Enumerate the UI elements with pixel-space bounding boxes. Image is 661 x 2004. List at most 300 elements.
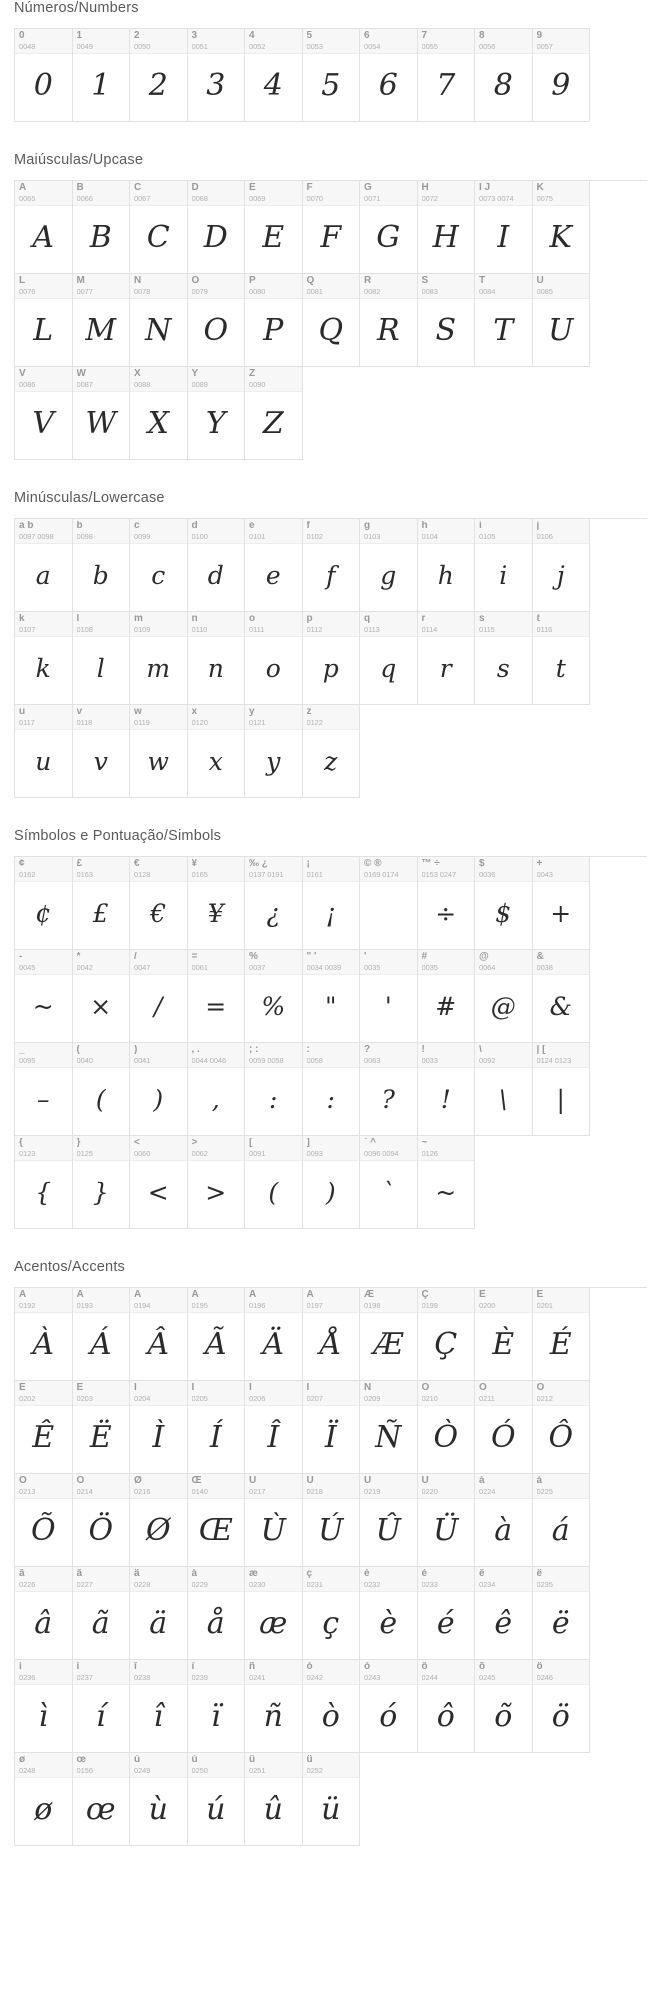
- glyph-section: [0, 152, 661, 460]
- glyph-cell[interactable]: [188, 1567, 246, 1660]
- glyph-preview: I: [497, 219, 510, 255]
- glyph-unicode-label: 0056: [479, 43, 496, 51]
- glyph-preview: ×: [90, 992, 112, 1021]
- glyph-cell[interactable]: [245, 1381, 303, 1474]
- glyph-cell[interactable]: [360, 857, 418, 950]
- glyph-unicode-label: 0193: [76, 1302, 93, 1310]
- glyph-cell-header: [188, 367, 245, 392]
- glyph-cell[interactable]: [360, 274, 418, 367]
- glyph-cell[interactable]: [130, 1753, 188, 1846]
- glyph-cell[interactable]: [130, 1567, 188, 1660]
- glyph-cell[interactable]: [188, 181, 246, 274]
- glyph-preview: Â: [147, 1326, 170, 1362]
- glyph-character-label: o: [249, 614, 256, 624]
- glyph-cell[interactable]: [245, 1567, 303, 1660]
- glyph-cell[interactable]: [188, 1136, 246, 1229]
- glyph-cell[interactable]: [475, 29, 533, 122]
- glyph-character-label: ‰ ¿: [249, 859, 268, 869]
- glyph-cell[interactable]: [245, 367, 303, 460]
- glyph-cell[interactable]: [533, 857, 591, 950]
- glyph-cell[interactable]: [188, 1474, 246, 1567]
- glyph-cell[interactable]: [303, 1567, 361, 1660]
- glyph-character-label: F: [306, 183, 313, 193]
- glyph-cell-header: [245, 519, 302, 544]
- glyph-cell[interactable]: [303, 1288, 361, 1381]
- glyph-cell[interactable]: [15, 1381, 73, 1474]
- glyph-preview: ': [384, 992, 392, 1021]
- glyph-preview: –: [37, 1085, 50, 1114]
- glyph-cell-header: [245, 1753, 302, 1778]
- glyph-cell[interactable]: [188, 367, 246, 460]
- glyph-cell[interactable]: [418, 1474, 476, 1567]
- glyph-cell-header: [360, 1043, 417, 1068]
- glyph-character-label: ?: [364, 1045, 371, 1055]
- glyph-preview: Ö: [88, 1512, 114, 1548]
- glyph-cell[interactable]: [303, 1043, 361, 1136]
- glyph-preview: Æ: [373, 1326, 404, 1362]
- glyph-preview: :: [269, 1085, 278, 1114]
- glyph-preview: æ: [259, 1605, 288, 1641]
- glyph-cell[interactable]: [188, 1043, 246, 1136]
- glyph-cell[interactable]: [130, 1136, 188, 1229]
- glyph-preview: 2: [148, 67, 168, 103]
- glyph-unicode-label: 0250: [191, 1767, 208, 1775]
- glyph-cell[interactable]: [245, 1136, 303, 1229]
- glyph-character-label: Á: [76, 1290, 84, 1300]
- glyph-cell[interactable]: [245, 1474, 303, 1567]
- glyph-cell[interactable]: [360, 519, 418, 612]
- glyph-cell[interactable]: [130, 1474, 188, 1567]
- glyph-cell[interactable]: [303, 1474, 361, 1567]
- glyph-cell-header: [130, 705, 187, 730]
- glyph-cell[interactable]: [303, 1660, 361, 1753]
- glyph-cell[interactable]: [418, 181, 476, 274]
- glyph-cell[interactable]: [533, 1043, 591, 1136]
- glyph-cell[interactable]: [188, 1660, 246, 1753]
- glyph-cell[interactable]: [360, 29, 418, 122]
- glyph-preview: y: [266, 747, 281, 776]
- glyph-cell[interactable]: [418, 950, 476, 1043]
- glyph-cell[interactable]: [303, 612, 361, 705]
- glyph-unicode-label: 0212: [536, 1395, 553, 1403]
- glyph-cell[interactable]: [360, 1043, 418, 1136]
- glyph-preview: g: [380, 561, 397, 590]
- glyph-cell[interactable]: [15, 367, 73, 460]
- glyph-unicode-label: 0070: [306, 195, 323, 203]
- glyph-unicode-label: 0241: [249, 1674, 266, 1682]
- glyph-preview: 9: [551, 67, 571, 103]
- glyph-cell[interactable]: [475, 1381, 533, 1474]
- glyph-cell[interactable]: [15, 950, 73, 1043]
- glyph-cell[interactable]: [73, 705, 131, 798]
- glyph-preview: é: [436, 1605, 455, 1641]
- glyph-cell[interactable]: [73, 950, 131, 1043]
- glyph-unicode-label: 0211: [479, 1395, 495, 1403]
- glyph-cell[interactable]: [360, 950, 418, 1043]
- glyph-preview: O: [203, 312, 229, 348]
- glyph-preview: ã: [91, 1605, 110, 1641]
- glyph-unicode-label: 0117: [19, 719, 35, 727]
- glyph-unicode-label: 0085: [536, 288, 553, 296]
- glyph-character-label: Ü: [421, 1476, 429, 1486]
- glyph-unicode-label: 0195: [191, 1302, 208, 1310]
- glyph-preview: `: [382, 1178, 395, 1207]
- glyph-unicode-label: 0230: [249, 1581, 266, 1589]
- glyph-cell[interactable]: [418, 1381, 476, 1474]
- glyph-cell[interactable]: [188, 705, 246, 798]
- glyph-cell-header: [533, 950, 590, 975]
- glyph-preview: ë: [551, 1605, 570, 1641]
- glyph-cell[interactable]: [475, 857, 533, 950]
- glyph-cell[interactable]: [130, 367, 188, 460]
- glyph-cell[interactable]: [73, 519, 131, 612]
- glyph-cell-header: [245, 1474, 302, 1499]
- glyph-cell[interactable]: [73, 1043, 131, 1136]
- glyph-cell-header: [73, 1567, 130, 1592]
- glyph-cell-header: [533, 274, 590, 299]
- glyph-cell[interactable]: [245, 519, 303, 612]
- glyph-cell-header: [533, 181, 590, 206]
- glyph-cell[interactable]: [245, 181, 303, 274]
- glyph-unicode-label: 0233: [421, 1581, 438, 1589]
- glyph-cell[interactable]: [245, 274, 303, 367]
- glyph-cell[interactable]: [303, 1753, 361, 1846]
- glyph-cell-header: [418, 1288, 475, 1313]
- glyph-cell[interactable]: [303, 705, 361, 798]
- glyph-preview: a: [35, 561, 51, 590]
- glyph-cell[interactable]: [245, 1753, 303, 1846]
- glyph-character-label: ñ: [249, 1662, 256, 1672]
- glyph-cell[interactable]: [360, 1381, 418, 1474]
- glyph-cell-header: [188, 1043, 245, 1068]
- glyph-cell[interactable]: [418, 29, 476, 122]
- glyph-cell[interactable]: [15, 1660, 73, 1753]
- glyph-cell-header: [303, 1567, 360, 1592]
- glyph-cell-header: [360, 1660, 417, 1685]
- glyph-cell[interactable]: [245, 857, 303, 950]
- glyph-cell[interactable]: [418, 1043, 476, 1136]
- glyph-cell[interactable]: [533, 519, 591, 612]
- glyph-unicode-label: 0064: [479, 964, 496, 972]
- glyph-cell[interactable]: [418, 274, 476, 367]
- glyph-cell[interactable]: [360, 1474, 418, 1567]
- glyph-cell[interactable]: [475, 950, 533, 1043]
- glyph-cell-header: [130, 274, 187, 299]
- glyph-cell[interactable]: [130, 1043, 188, 1136]
- glyph-cell[interactable]: [15, 29, 73, 122]
- glyph-cell-header: [418, 1567, 475, 1592]
- glyph-cell[interactable]: [188, 857, 246, 950]
- glyph-cell[interactable]: [418, 519, 476, 612]
- glyph-preview: å: [206, 1605, 225, 1641]
- glyph-cell[interactable]: [15, 612, 73, 705]
- glyph-preview: ,: [211, 1085, 220, 1114]
- glyph-cell-header: [130, 1136, 187, 1161]
- glyph-character-label: Ì: [134, 1383, 137, 1393]
- glyph-unicode-label: 0093: [306, 1150, 323, 1158]
- glyph-cell[interactable]: [73, 1474, 131, 1567]
- glyph-cell[interactable]: [188, 519, 246, 612]
- glyph-preview: z: [324, 747, 338, 776]
- glyph-unicode-label: 0047: [134, 964, 151, 972]
- glyph-cell[interactable]: [418, 1288, 476, 1381]
- glyph-cell[interactable]: [15, 1567, 73, 1660]
- glyph-character-label: 6: [364, 31, 370, 41]
- glyph-preview: Ô: [548, 1419, 574, 1455]
- glyph-cell-header: [188, 519, 245, 544]
- glyph-character-label: &: [536, 952, 544, 962]
- glyph-cell[interactable]: [245, 1043, 303, 1136]
- glyph-preview: É: [549, 1326, 572, 1362]
- glyph-cell[interactable]: [245, 705, 303, 798]
- glyph-cell[interactable]: [188, 1288, 246, 1381]
- glyph-cell[interactable]: [303, 29, 361, 122]
- glyph-cell[interactable]: [418, 612, 476, 705]
- glyph-preview: È: [492, 1326, 515, 1362]
- glyph-cell[interactable]: [360, 1567, 418, 1660]
- glyph-preview: j: [556, 561, 565, 590]
- glyph-cell[interactable]: [188, 274, 246, 367]
- glyph-unicode-label: 0116: [536, 626, 553, 634]
- glyph-cell[interactable]: [73, 1136, 131, 1229]
- glyph-cell[interactable]: [130, 1660, 188, 1753]
- glyph-character-label: Ê: [19, 1383, 26, 1393]
- glyph-cell[interactable]: [533, 950, 591, 1043]
- glyph-cell[interactable]: [533, 612, 591, 705]
- glyph-preview: Ä: [262, 1326, 285, 1362]
- glyph-cell[interactable]: [130, 29, 188, 122]
- glyph-cell[interactable]: [303, 857, 361, 950]
- glyph-cell-header: [188, 1136, 245, 1161]
- glyph-cell-header: [475, 1660, 532, 1685]
- glyph-character-label: m: [134, 614, 143, 624]
- glyph-preview: k: [35, 654, 51, 683]
- glyph-cell[interactable]: [360, 1136, 418, 1229]
- glyph-cell[interactable]: [73, 1567, 131, 1660]
- glyph-cell[interactable]: [533, 1474, 591, 1567]
- glyph-cell[interactable]: [303, 274, 361, 367]
- glyph-preview: à: [494, 1512, 513, 1548]
- glyph-preview: (: [95, 1085, 106, 1114]
- glyph-preview: ¿: [266, 899, 280, 928]
- glyph-grid: [14, 518, 647, 798]
- glyph-cell[interactable]: [15, 705, 73, 798]
- glyph-cell[interactable]: [533, 1288, 591, 1381]
- glyph-cell[interactable]: [245, 1660, 303, 1753]
- glyph-character-label: d: [191, 521, 198, 531]
- glyph-cell[interactable]: [303, 519, 361, 612]
- glyph-cell[interactable]: [73, 1660, 131, 1753]
- glyph-character-label: À: [19, 1290, 27, 1300]
- glyph-unicode-label: 0106: [536, 533, 553, 541]
- glyph-preview: A: [32, 219, 55, 255]
- glyph-cell[interactable]: [475, 1288, 533, 1381]
- glyph-unicode-label: 0036: [479, 871, 496, 879]
- glyph-character-label: ö: [536, 1662, 543, 1672]
- glyph-cell[interactable]: [130, 612, 188, 705]
- glyph-cell-header: [360, 1381, 417, 1406]
- glyph-cell[interactable]: [73, 1381, 131, 1474]
- glyph-cell[interactable]: [245, 29, 303, 122]
- glyph-cell-header: [303, 1660, 360, 1685]
- glyph-cell[interactable]: [418, 1567, 476, 1660]
- glyph-unicode-label: 0156: [76, 1767, 93, 1775]
- glyph-cell[interactable]: [15, 1136, 73, 1229]
- glyph-cell[interactable]: [130, 950, 188, 1043]
- glyph-cell[interactable]: [188, 29, 246, 122]
- glyph-cell[interactable]: [533, 181, 591, 274]
- glyph-cell[interactable]: [15, 1474, 73, 1567]
- glyph-cell[interactable]: [360, 1288, 418, 1381]
- glyph-cell[interactable]: [418, 857, 476, 950]
- glyph-cell[interactable]: [303, 1136, 361, 1229]
- glyph-preview: =: [205, 992, 227, 1021]
- glyph-cell[interactable]: [15, 1753, 73, 1846]
- glyph-preview: Œ: [198, 1512, 233, 1548]
- glyph-cell[interactable]: [533, 1381, 591, 1474]
- glyph-cell[interactable]: [73, 612, 131, 705]
- glyph-unicode-label: 0238: [134, 1674, 151, 1682]
- glyph-cell[interactable]: [360, 612, 418, 705]
- glyph-cell[interactable]: [15, 519, 73, 612]
- glyph-cell[interactable]: [475, 181, 533, 274]
- glyph-preview: U: [548, 312, 574, 348]
- glyph-cell[interactable]: [418, 1136, 476, 1229]
- glyph-preview: [360, 882, 417, 949]
- glyph-character-label: 2: [134, 31, 140, 41]
- glyph-cell[interactable]: [73, 1753, 131, 1846]
- glyph-cell[interactable]: [73, 181, 131, 274]
- glyph-cell[interactable]: [188, 612, 246, 705]
- glyph-cell[interactable]: [475, 1567, 533, 1660]
- glyph-cell[interactable]: [15, 1043, 73, 1136]
- glyph-character-label: }: [76, 1138, 81, 1148]
- glyph-unicode-label: 0229: [191, 1581, 208, 1589]
- glyph-cell[interactable]: [15, 181, 73, 274]
- glyph-cell-header: [360, 950, 417, 975]
- glyph-cell[interactable]: [73, 367, 131, 460]
- glyph-preview: ): [153, 1085, 164, 1114]
- glyph-unicode-label: 0197: [306, 1302, 323, 1310]
- glyph-cell[interactable]: [73, 1288, 131, 1381]
- glyph-preview: 3: [206, 67, 226, 103]
- glyph-unicode-label: 0077: [76, 288, 93, 296]
- glyph-cell-header: [15, 519, 72, 544]
- glyph-cell[interactable]: [360, 1660, 418, 1753]
- glyph-cell[interactable]: [188, 1753, 246, 1846]
- glyph-cell-header: [475, 1043, 532, 1068]
- glyph-cell[interactable]: [130, 857, 188, 950]
- glyph-cell[interactable]: [475, 519, 533, 612]
- glyph-cell[interactable]: [188, 1381, 246, 1474]
- glyph-cell[interactable]: [73, 29, 131, 122]
- glyph-character-label: E: [249, 183, 256, 193]
- glyph-cell-header: [15, 1660, 72, 1685]
- glyph-preview: (: [268, 1178, 279, 1207]
- glyph-cell[interactable]: [475, 612, 533, 705]
- glyph-cell[interactable]: [130, 274, 188, 367]
- glyph-cell[interactable]: [303, 950, 361, 1043]
- glyph-cell-header: [245, 705, 302, 730]
- glyph-cell-header: [303, 181, 360, 206]
- glyph-preview: í: [95, 1698, 106, 1734]
- glyph-unicode-label: 0058: [306, 1057, 323, 1065]
- glyph-cell[interactable]: [130, 705, 188, 798]
- glyph-cell[interactable]: [533, 29, 591, 122]
- glyph-cell[interactable]: [245, 1288, 303, 1381]
- glyph-cell[interactable]: [130, 1288, 188, 1381]
- glyph-cell[interactable]: [303, 1381, 361, 1474]
- glyph-cell[interactable]: [303, 181, 361, 274]
- glyph-cell-header: [73, 519, 130, 544]
- glyph-preview: +: [550, 899, 572, 928]
- glyph-cell[interactable]: [475, 1660, 533, 1753]
- glyph-cell-header: [303, 612, 360, 637]
- glyph-cell[interactable]: [475, 274, 533, 367]
- glyph-cell[interactable]: [533, 1660, 591, 1753]
- glyph-unicode-label: 0076: [19, 288, 36, 296]
- glyph-cell[interactable]: [188, 950, 246, 1043]
- glyph-cell-header: [188, 1567, 245, 1592]
- glyph-cell[interactable]: [533, 274, 591, 367]
- glyph-cell[interactable]: [130, 1381, 188, 1474]
- glyph-character-label: É: [536, 1290, 544, 1300]
- glyph-preview: T: [493, 312, 514, 348]
- glyph-cell[interactable]: [15, 274, 73, 367]
- glyph-cell-header: [475, 1381, 532, 1406]
- glyph-preview: Ù: [260, 1512, 286, 1548]
- glyph-unicode-label: 0199: [421, 1302, 438, 1310]
- glyph-preview: |: [556, 1085, 565, 1114]
- glyph-preview: 0: [33, 67, 53, 103]
- glyph-cell[interactable]: [475, 1043, 533, 1136]
- glyph-cell[interactable]: [418, 1660, 476, 1753]
- glyph-unicode-label: 0044 0046: [191, 1057, 227, 1065]
- glyph-character-label: Œ: [191, 1476, 202, 1486]
- glyph-cell-header: [15, 1288, 72, 1313]
- glyph-preview: o: [265, 654, 281, 683]
- glyph-cell[interactable]: [245, 950, 303, 1043]
- glyph-preview: Ú: [318, 1512, 344, 1548]
- glyph-cell-header: [303, 29, 360, 54]
- glyph-preview: W: [85, 405, 117, 441]
- glyph-character-label: u: [19, 707, 26, 717]
- glyph-cell[interactable]: [245, 612, 303, 705]
- glyph-unicode-label: 0111: [249, 626, 265, 634]
- glyph-cell[interactable]: [15, 857, 73, 950]
- glyph-cell[interactable]: [15, 1288, 73, 1381]
- glyph-cell[interactable]: [360, 181, 418, 274]
- glyph-preview: ?: [381, 1085, 395, 1114]
- glyph-cell[interactable]: [533, 1567, 591, 1660]
- glyph-cell[interactable]: [130, 181, 188, 274]
- glyph-unicode-label: 0045: [19, 964, 36, 972]
- glyph-cell-header: [303, 274, 360, 299]
- glyph-character-label: ': [364, 952, 367, 962]
- glyph-preview: œ: [85, 1791, 116, 1827]
- glyph-character-label: í: [76, 1662, 80, 1672]
- glyph-unicode-label: 0113: [364, 626, 380, 634]
- glyph-cell[interactable]: [73, 274, 131, 367]
- glyph-character-label: %: [249, 952, 258, 962]
- glyph-unicode-label: 0243: [364, 1674, 381, 1682]
- glyph-cell[interactable]: [73, 857, 131, 950]
- glyph-unicode-label: 0061: [191, 964, 208, 972]
- glyph-unicode-label: 0084: [479, 288, 496, 296]
- glyph-unicode-label: 0163: [76, 871, 93, 879]
- glyph-cell[interactable]: [130, 519, 188, 612]
- glyph-cell[interactable]: [475, 1474, 533, 1567]
